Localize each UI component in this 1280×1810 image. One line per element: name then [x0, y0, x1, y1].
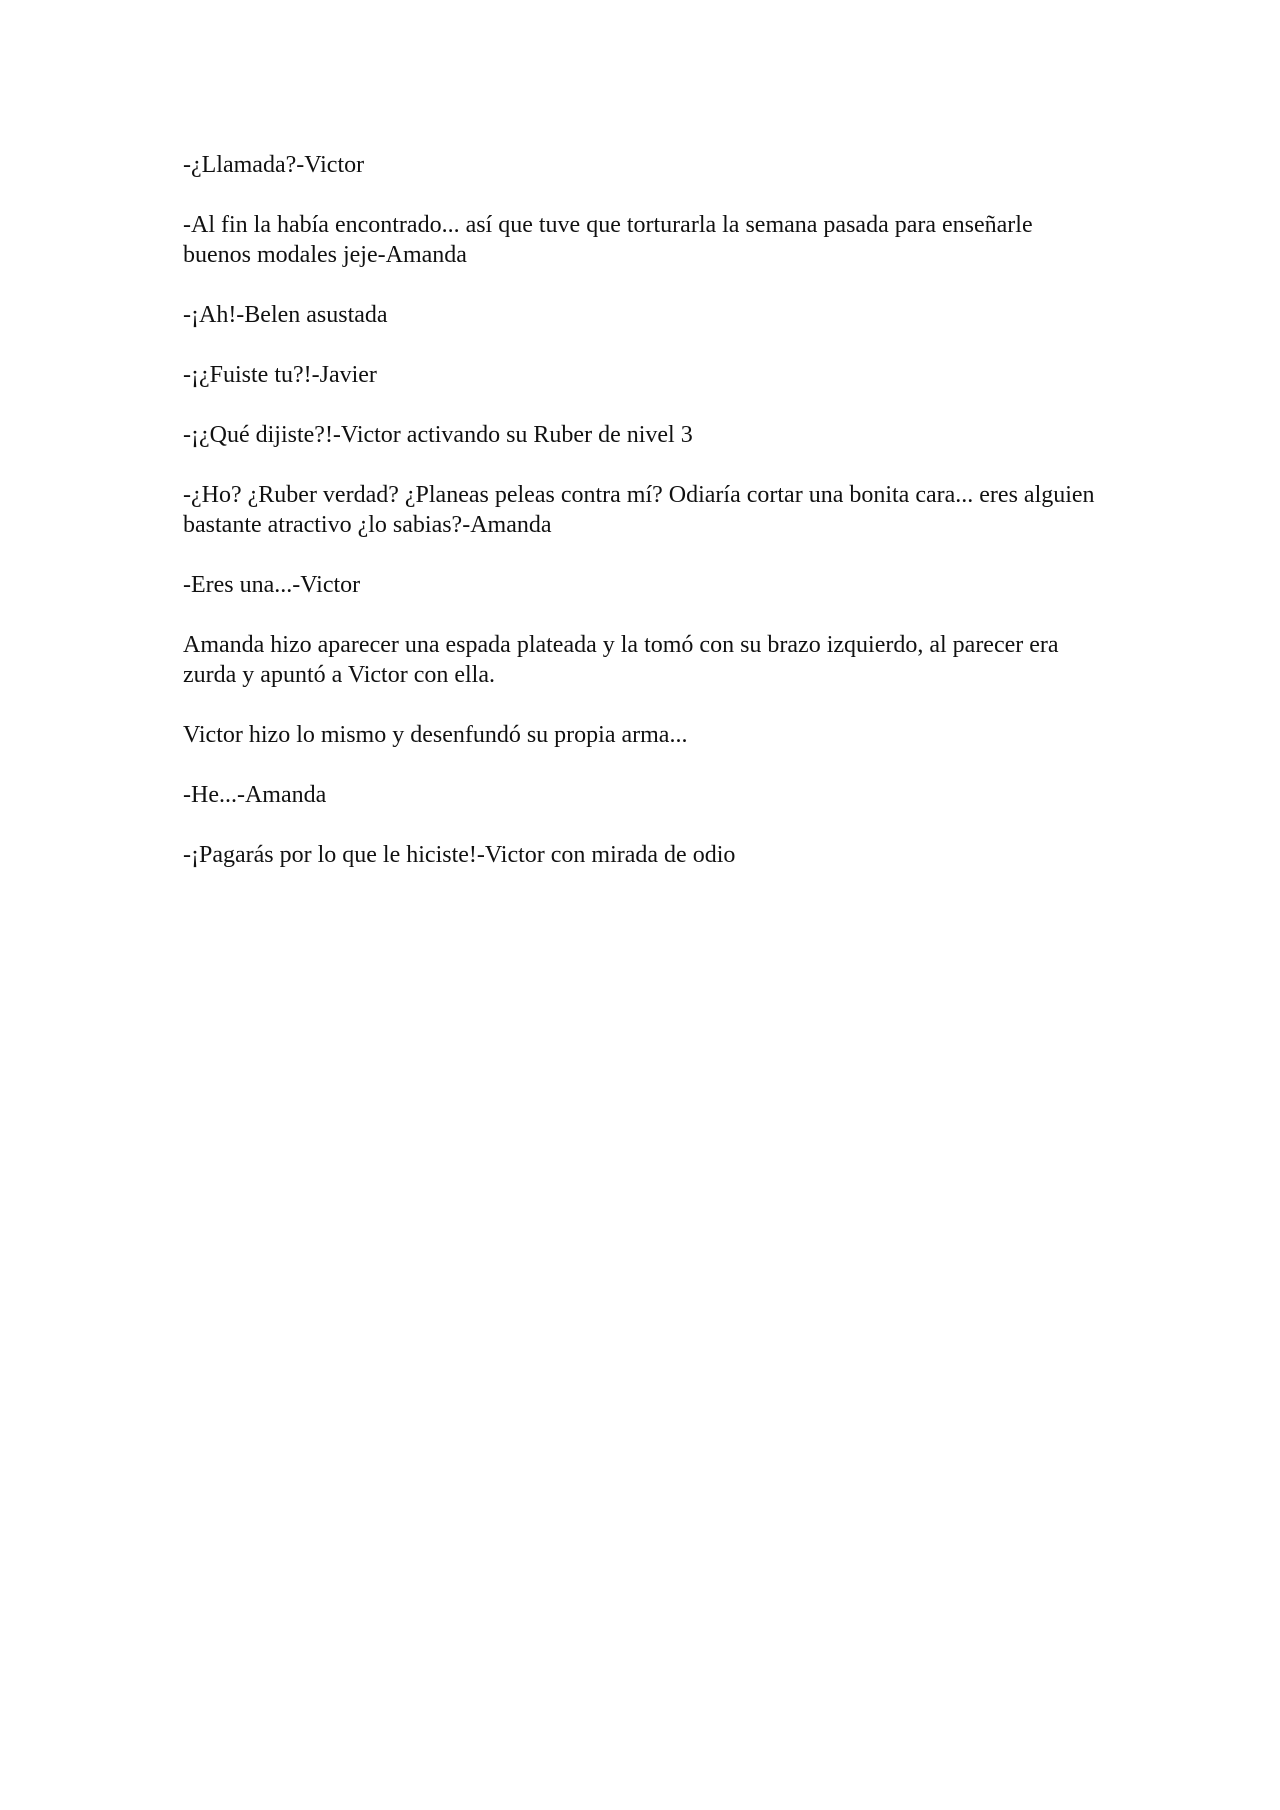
paragraph-9: Victor hizo lo mismo y desenfundó su propia arma... [183, 722, 688, 748]
paragraph-7: -Eres una...-Victor [183, 572, 361, 598]
paragraph-1: -¿Llamada?-Victor [183, 152, 365, 178]
document-body [183, 150, 1103, 900]
paragraph-3: -¡Ah!-Belen asustada [183, 302, 388, 328]
paragraph-11: -¡Pagarás por lo que le hiciste!-Victor con mirada de odio [183, 842, 736, 868]
paragraph-6: -¿Ho? ¿Ruber verdad? ¿Planeas peleas contra mí? Odiaría cortar una bonita cara... eres alguien bastante atractivo ¿lo sabias?-Amanda [183, 482, 1095, 538]
paragraph-2: -Al fin la había encontrado... así que tuve que torturarla la semana pasada para enseñarle buenos modales jeje-Amanda [183, 212, 1033, 268]
paragraph-8: Amanda hizo aparecer una espada plateada y la tomó con su brazo izquierdo, al parecer era zurda y apuntó a Victor con ella. [183, 632, 1059, 688]
paragraph-5: -¡¿Qué dijiste?!-Victor activando su Ruber de nivel 3 [183, 422, 693, 448]
paragraph-10: -He...-Amanda [183, 782, 327, 808]
paragraph-4: -¡¿Fuiste tu?!-Javier [183, 362, 377, 388]
